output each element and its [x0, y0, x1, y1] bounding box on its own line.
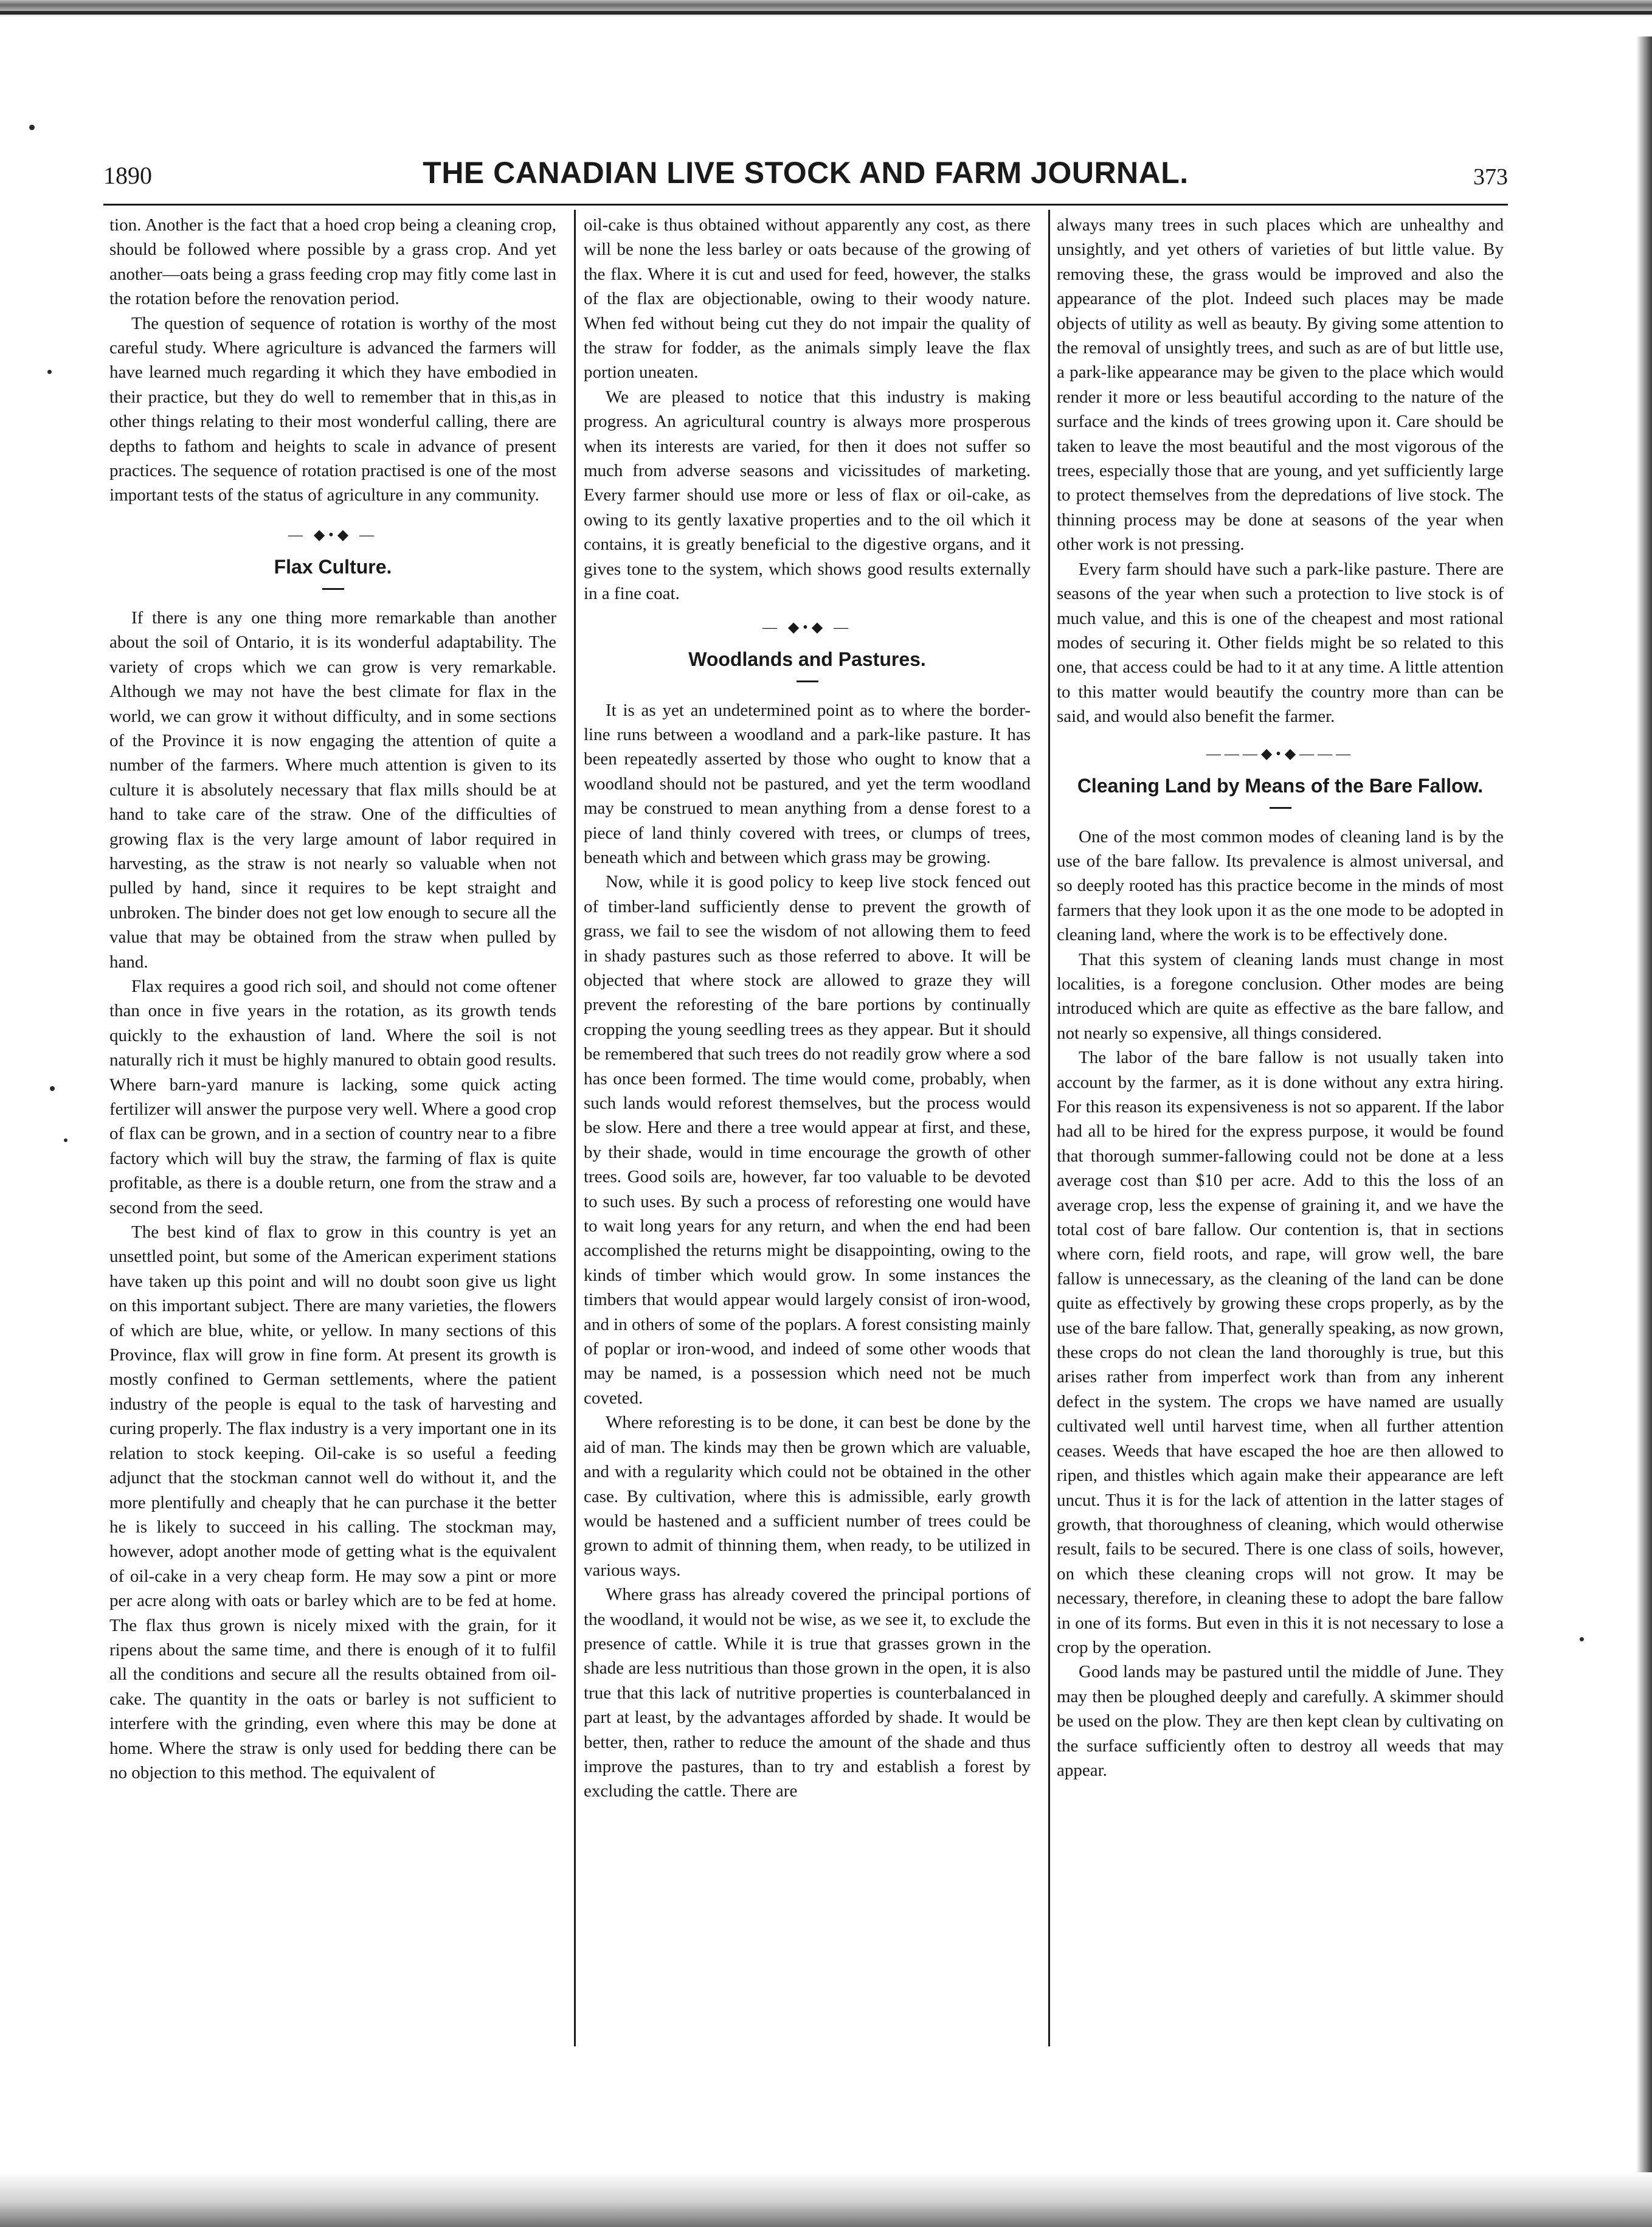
scan-bottom-edge — [0, 2172, 1652, 2227]
article-heading-flax-culture: Flax Culture. — [274, 555, 392, 578]
article-paragraph: That this system of cleaning lands must change in most localities, is a foregone conclusion. Other modes are being introduced which are quite as effective as the bare fallow, and not nearly so expensive, all things considered. — [1057, 949, 1504, 1043]
margin-speck — [29, 125, 35, 130]
article-paragraph: oil-cake is thus obtained without apparently any cost, as there will be none the less barley or oats because of the growing of the flax. Where it is cut and used for feed, however, the stalks of the flax are objectionable, owing to their woody nature. When fed without being cut they do not impair the quality of the straw for fodder, as the animals simply leave the flax portion uneaten. — [584, 215, 1031, 383]
column-divider — [1048, 210, 1050, 2046]
article-paragraph: We are pleased to notice that this industry is making progress. An agricultural country is always more prosperous when its interests are varied, for then it does not suffer so much from adverse seasons and vicissitudes of marketing. Every farmer should use more or less of flax or oil-cake, as owing to its gently laxative properties and to the oil which it contains, it is greatly beneficial to the digestive organs, and it gives tone to the system, which shows good results externally in a fine coat. — [584, 387, 1031, 604]
margin-speck — [50, 1086, 55, 1091]
scan-right-edge — [1636, 36, 1652, 2227]
article-paragraph: Where reforesting is to be done, it can best be done by the aid of man. The kinds may then be grown which are valuable, and with a regularity which could not be obtained in the other case. By cultivation, where this is admissible, early growth would be hastened and a sufficient number of trees could be grown to admit of thinning them, when ready, to be utilized in various ways. — [584, 1413, 1031, 1580]
heading-rule — [322, 588, 344, 590]
article-paragraph: always many trees in such places which are unhealthy and unsightly, and yet others of varieties of but little value. By removing these, the grass would be improved and also the appearance of the plot. Indeed such places may be made objects of utility as well as beauty. By giving some attention to the removal of unsightly trees, and such as are of but little use, a park-like appearance may be given to the place which would render it more or less beautiful according to the nature of the surface and the kinds of trees growing upon it. Care should be taken to leave the most beautiful and the most vigorous of the trees, especially those that are young, and yet sufficiently large to protect themselves from the depredations of live stock. The thinning process may be done at seasons of the year when other work is not pressing. — [1057, 215, 1504, 555]
scan-top-edge — [0, 0, 1652, 36]
article-paragraph: tion. Another is the fact that a hoed crop being a cleaning crop, should be followed where possible by a grass crop. And yet another—oats being a grass feeding crop may fitly come last in the rotation before the renovation period. — [109, 215, 556, 309]
article-paragraph: Now, while it is good policy to keep live stock fenced out of timber-land sufficiently dense to prevent the growth of grass, we fail to see the wisdom of not allowing them to feed in shady pastures such as those referred to above. It will be objected that where stock are allowed to graze they will prevent the reforesting of the bare portions by continually cropping the young seedling trees as they appear. But it should be remembered that such trees do not readily grow where a sod has once been formed. The time would come, probably, when such lands would reforest themselves, but the process would be slow. Here and there a tree would appear at first, and these, by their shade, would in time encourage the growth of other trees. Good soils are, however, far too valuable to be devoted to such uses. By such a process of reforesting one would have to wait long years for any return, and when the end had been accomplished the returns might be disappointing, owing to the kinds of timber which would grow. In some instances the timbers that would appear would largely consist of iron-wood, and in others of some of the poplars. A forest consisting mainly of poplar or iron-wood, and indeed of some other woods that may be named, is a possession which need not be much coveted. — [584, 872, 1031, 1408]
column-left — [109, 213, 556, 2043]
heading-rule — [1270, 807, 1291, 809]
margin-speck — [47, 370, 52, 374]
article-paragraph: If there is any one thing more remarkable than another about the soil of Ontario, it is its wonderful adaptability. The variety of crops which we can grow is very remarkable. Although we may not have the best climate for flax in the world, we can grow it without difficulty, and in some sections of the Province it is now engaging the attention of quite a number of the farmers. Where much attention is given to its culture it is absolutely necessary that flax mills should be at hand to take care of the straw. One of the difficulties of growing flax is the very large amount of labor required in harvesting, as the straw is not nearly so valuable when not pulled by hand, since it requires to be kept straight and unbroken. The binder does not get low enough to secure all the value that may be obtained from the straw when pulled by hand. — [109, 608, 556, 972]
page-number: 373 — [1473, 164, 1508, 190]
margin-speck — [64, 1138, 67, 1142]
article-heading-cleaning-land: Cleaning Land by Means of the Bare Fallow. — [1077, 774, 1484, 797]
column-middle — [584, 213, 1031, 2043]
article-paragraph: The labor of the bare fallow is not usually taken into account by the farmer, as it is done without any extra hiring. For this reason its expensiveness is not so apparent. If the labor had all to be hired for the express purpose, it would be found that thorough summer-fallowing could not be done at a less average cost than $10 per acre. Add to this the loss of an average crop, less the expense of graining it, and we have the total cost of bare fallow. Our contention is, that in sections where corn, field roots, and rape, will grow well, the bare fallow is unnecessary, as the cleaning of the land can be done quite as effectively by growing these crops properly, as by the use of the bare fallow. That, generally speaking, as now grown, these crops do not clean the land thoroughly is true, but this arises rather from imperfect work than from any inherent defect in the system. The crops we have named are usually cultivated well until harvest time, when all further attention ceases. Weeds that have escaped the hoe are then allowed to ripen, and thistles which again make their appearance are left uncut. Thus it is for the lack of attention in the latter stages of growth, that thoroughness of cleaning, which would otherwise result, fails to be secured. There is one class of soils, however, on which these cleaning crops will not grow. It may be necessary, therefore, in cleaning these to adopt the bare fallow in one of its forms. But even in this it is not necessary to lose a crop by the operation. — [1057, 1048, 1504, 1657]
article-paragraph: The best kind of flax to grow in this country is yet an unsettled point, but some of the American experiment stations have taken up this point and will no doubt soon give us light on this important subject. There are many varieties, the flowers of which are blue, white, or yellow. In many sections of this Province, flax will grow in fine form. At present its growth is mostly confined to German settlements, where the patient industry of the people is equal to the task of harvesting and curing properly. The flax industry is a very important one in its relation to stock keeping. Oil-cake is so useful a feeding adjunct that the stockman cannot well do without it, and the more plentifully and cheaply that he can purchase it the better he is likely to succeed in his calling. The stockman may, however, adopt another mode of getting what is the equivalent of oil-cake in a very cheap form. He may sow a pint or more per acre along with oats or barley which are to be fed at home. The flax thus grown is nicely mixed with the grain, for it ripens about the same time, and there is enough of it to fulfil all the conditions and secure all the results obtained from oil-cake. The quantity in the oats or barley is not sufficient to interfere with the grinding, even where this may be done at home. Where the straw is only used for bedding there can be no objection to this method. The equivalent of — [109, 1222, 556, 1782]
column-divider — [574, 210, 576, 2046]
section-ornament: — ◆•◆ — — [288, 527, 378, 543]
margin-speck — [1580, 1637, 1584, 1641]
section-ornament: — ◆•◆ — — [762, 619, 852, 636]
article-paragraph: Flax requires a good rich soil, and should not come oftener than once in five years in the rotation, as its growth tends quickly to the exhaustion of land. Where the soil is not naturally rich it must be highly manured to obtain good results. Where barn-yard manure is lacking, some quick acting fertilizer will answer the purpose very well. Where a good crop of flax can be grown, and in a section of country near to a fibre factory which will buy the straw, the farming of flax is quite profitable, as there is a double return, one from the straw and a second from the seed. — [109, 976, 556, 1217]
column-right — [1057, 213, 1504, 2043]
article-paragraph: It is as yet an undetermined point as to where the border-line runs between a woodland and a park-like pasture. It has been repeatedly asserted by those who ought to know that a woodland should not be pastured, and yet the term woodland may be construed to mean anything from a dense forest to a piece of land thinly covered with trees, or clumps of trees, beneath which and between which grass may be growing. — [584, 700, 1031, 867]
journal-title: THE CANADIAN LIVE STOCK AND FARM JOURNAL. — [423, 156, 1189, 190]
section-ornament: ———◆•◆——— — [1206, 746, 1355, 762]
article-paragraph: Every farm should have such a park-like pasture. There are seasons of the year when such a protection to live stock is of much value, and this is one of the cheapest and most rational modes of securing it. Other fields might be so related to this one, that access could be had to it at any time. A little attention to this matter would beautify the country more than can be said, and would also benefit the farmer. — [1057, 559, 1504, 727]
header-rule — [103, 204, 1508, 206]
article-heading-woodlands-and-pastures: Woodlands and Pastures. — [688, 648, 926, 670]
article-paragraph: The question of sequence of rotation is worthy of the most careful study. Where agriculture is advanced the farmers will have learned much regarding it which they have embodied in their practice, but they do well to remember that in this,as in other things relating to their most wonderful calling, there are depths to fathom and heights to scale in advance of present practices. The sequence of rotation practised is one of the most important tests of the status of agriculture in any community. — [109, 313, 556, 505]
scan-top-rule — [0, 11, 1652, 15]
article-paragraph: Where grass has already covered the principal portions of the woodland, it would not be wise, as we see it, to exclude the presence of cattle. While it is true that grasses grown in the shade are less nutritious than those grown in the open, it is also true that this lack of nutritive properties is counterbalanced in part at least, by the advantages afforded by shade. It would be better, then, rather to reduce the amount of the shade and thus improve the pastures, than to try and establish a forest by excluding the cattle. There are — [584, 1585, 1031, 1801]
heading-rule — [797, 681, 818, 682]
page-header — [103, 155, 1508, 204]
article-paragraph: One of the most common modes of cleaning land is by the use of the bare fallow. Its prevalence is almost universal, and so deeply rooted has this practice become in the minds of most farmers that they look upon it as the one mode to be adopted in cleaning land, where the work is to be effectively done. — [1057, 826, 1504, 945]
page-year: 1890 — [103, 162, 152, 189]
article-paragraph: Good lands may be pastured until the middle of June. They may then be ploughed deeply and carefully. A skimmer should be used on the plow. They are then kept clean by cultivating on the surface sufficiently often to destroy all weeds that may appear. — [1057, 1662, 1504, 1780]
